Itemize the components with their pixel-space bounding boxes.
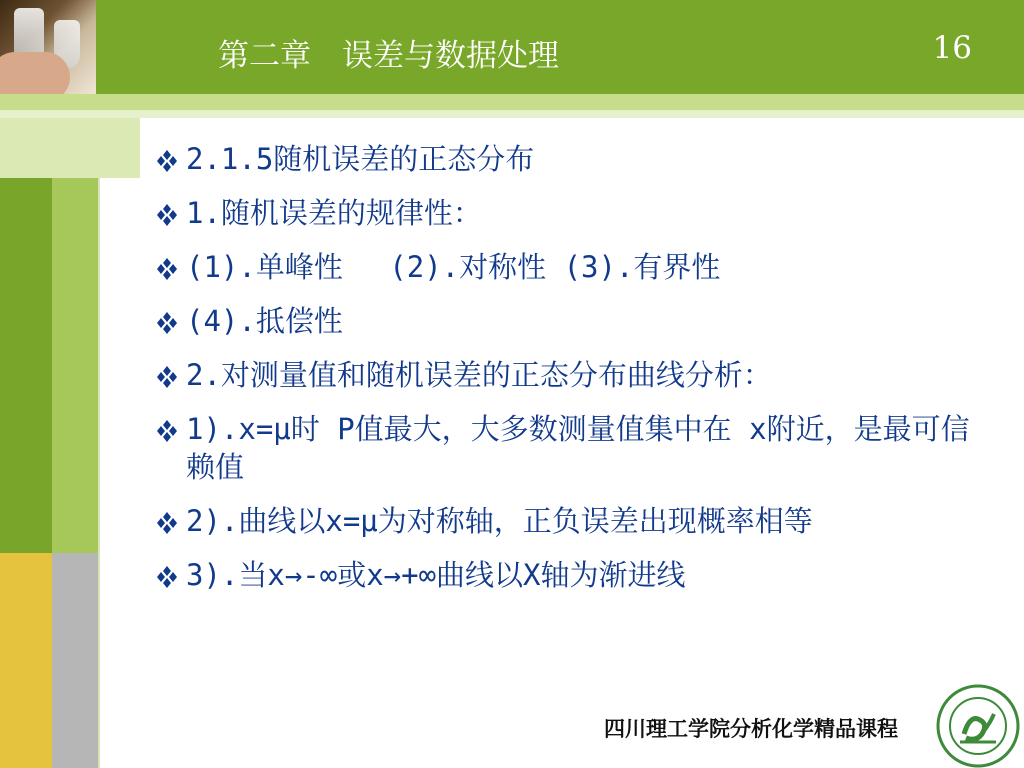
list-item-text: 1).x=μ时 P值最大，大多数测量值集中在 x附近，是最可信赖值 [186,412,970,484]
list-item-text: 2.1.5随机误差的正态分布 [186,142,535,176]
diamond-bullet-icon [156,258,178,280]
diamond-bullet-icon [156,512,178,534]
list-item [150,556,990,594]
list-item [150,356,990,394]
diamond-bullet-icon [156,566,178,588]
diamond-bullet-icon [156,150,178,172]
decorative-block [52,178,98,553]
decorative-block [0,553,52,768]
decorative-band [0,94,1024,110]
diamond-bullet-icon [156,420,178,442]
list-item-text: 3).当x→-∞或x→+∞曲线以X轴为渐进线 [186,558,686,592]
bullet-list [150,140,990,610]
list-item [150,140,990,178]
header-bar [0,0,1024,94]
diamond-bullet-icon [156,366,178,388]
list-item-text: (4).抵偿性 [186,304,343,338]
list-item [150,194,990,232]
decorative-block [98,178,140,768]
left-decorative-column [0,178,140,768]
decorative-block [52,553,98,768]
decorative-band [0,110,1024,118]
list-item-text: (1).单峰性 (2).对称性 (3).有界性 [186,250,721,284]
page-number: 16 [932,30,972,66]
hand-image [0,52,70,94]
list-item [150,502,990,540]
course-label: 四川理工学院分析化学精品课程 [604,717,898,741]
list-item [150,302,990,340]
university-seal-icon [936,684,1020,768]
list-item-text: 2).曲线以x=μ为对称轴，正负误差出现概率相等 [186,504,813,538]
list-item-text: 1.随机误差的规律性： [186,196,482,230]
list-item [150,248,990,286]
diamond-bullet-icon [156,204,178,226]
header-photo [0,0,96,94]
diamond-bullet-icon [156,312,178,334]
slide-title: 第二章 误差与数据处理 [218,38,559,74]
decorative-block [0,118,140,178]
list-item-text: 2.对测量值和随机误差的正态分布曲线分析： [186,358,772,392]
divider [98,178,100,768]
decorative-block [0,178,52,553]
list-item [150,410,990,486]
